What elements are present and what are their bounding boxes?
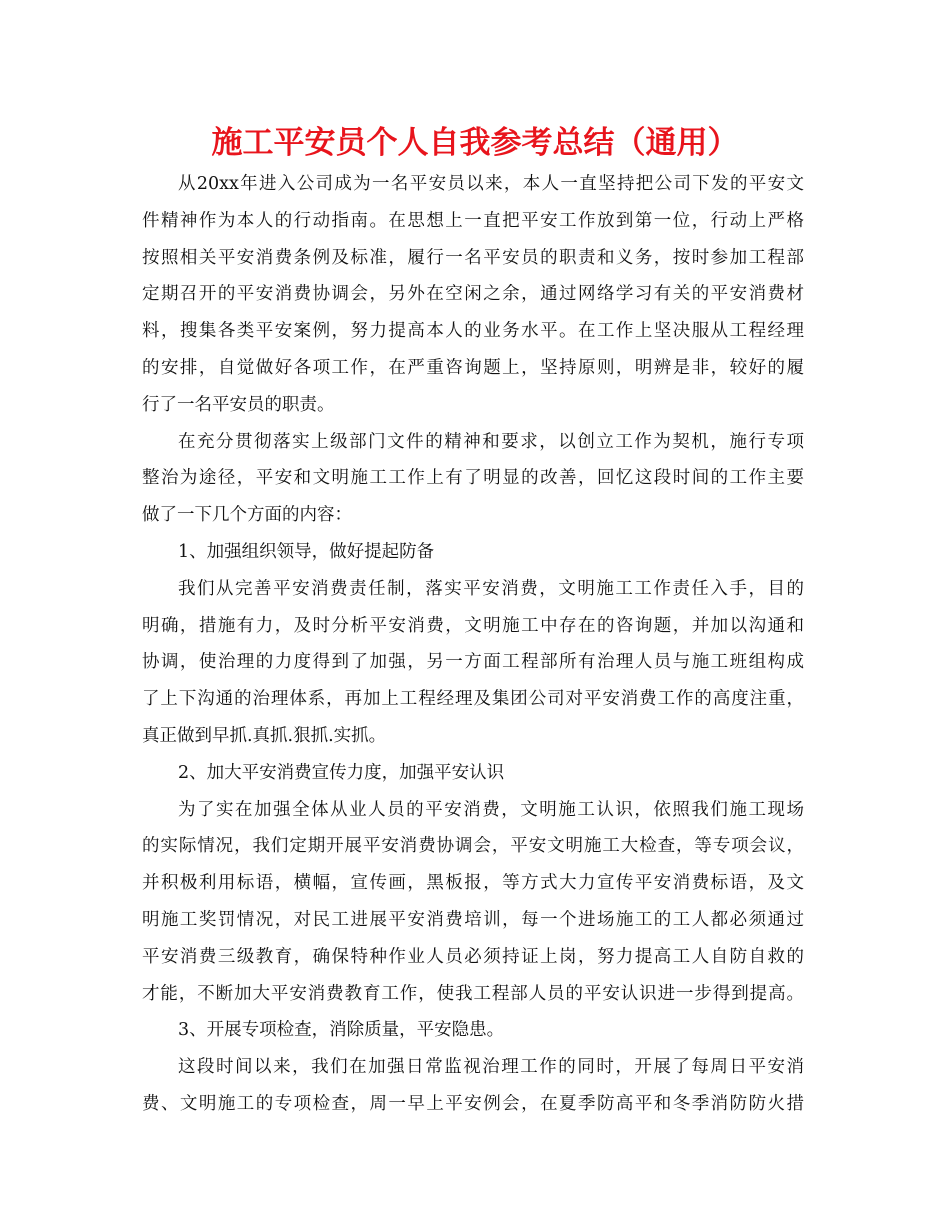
paragraph-line: 了上下沟通的治理体系，再加上工程经理及集团公司对平安消费工作的高度注重， xyxy=(142,689,804,710)
paragraph-line: 协调，使治理的力度得到了加强，另一方面工程部所有治理人员与施工班组构成 xyxy=(142,652,804,673)
paragraph-line: 1、加强组织领导，做好提起防备 xyxy=(178,541,435,562)
paragraph-line: 做了一下几个方面的内容： xyxy=(142,505,352,526)
paragraph-line: 3、开展专项检查，消除质量，平安隐患。 xyxy=(178,1020,505,1041)
paragraph-line: 整治为途径，平安和文明施工工作上有了明显的改善，回忆这段时间的工作主要 xyxy=(142,468,804,489)
paragraph-line: 行了一名平安员的职责。 xyxy=(142,394,335,415)
paragraph-line: 2、加大平安消费宣传力度，加强平安认识 xyxy=(178,762,505,783)
paragraph-line: 费、文明施工的专项检查，周一早上平安例会，在夏季防高平和冬季消防防火措 xyxy=(142,1093,804,1114)
paragraph-line: 件精神作为本人的行动指南。在思想上一直把平安工作放到第一位，行动上严格 xyxy=(142,210,804,231)
paragraph-line: 料，搜集各类平安案例，努力提高本人的业务水平。在工作上坚决服从工程经理 xyxy=(142,321,804,342)
paragraph-line: 为了实在加强全体从业人员的平安消费，文明施工认识，依照我们施工现场 xyxy=(178,799,804,820)
paragraph-line: 我们从完善平安消费责任制，落实平安消费，文明施工工作责任入手，目的 xyxy=(178,578,804,599)
paragraph-line: 按照相关平安消费条例及标准，履行一名平安员的职责和义务，按时参加工程部 xyxy=(142,247,804,268)
document-title: 施工平安员个人自我参考总结（通用） xyxy=(211,125,739,161)
paragraph-line: 才能，不断加大平安消费教育工作，使我工程部人员的平安认识进一步得到提高。 xyxy=(142,983,804,1004)
paragraph-line: 并积极利用标语，横幅，宣传画，黑板报，等方式大力宣传平安消费标语，及文 xyxy=(142,873,804,894)
paragraph-line: 平安消费三级教育，确保特种作业人员必须持证上岗，努力提高工人自防自救的 xyxy=(142,946,804,967)
paragraph-line: 明施工奖罚情况，对民工进展平安消费培训，每一个进场施工的工人都必须通过 xyxy=(142,909,804,930)
document-body xyxy=(142,166,804,1123)
paragraph-line: 真正做到早抓.真抓.狠抓.实抓。 xyxy=(142,725,387,746)
paragraph-line: 定期召开的平安消费协调会，另外在空闲之余，通过网络学习有关的平安消费材 xyxy=(142,284,804,305)
paragraph-line: 明确，措施有力，及时分析平安消费，文明施工中存在的咨询题，并加以沟通和 xyxy=(142,615,804,636)
paragraph-line: 在充分贯彻落实上级部门文件的精神和要求，以创立工作为契机，施行专项 xyxy=(178,431,804,452)
paragraph-line: 的实际情况，我们定期开展平安消费协调会，平安文明施工大检查，等专项会议， xyxy=(142,836,804,857)
paragraph-line: 这段时间以来，我们在加强日常监视治理工作的同时，开展了每周日平安消 xyxy=(178,1057,804,1078)
paragraph-line: 的安排，自觉做好各项工作，在严重咨询题上，坚持原则，明辨是非，较好的履 xyxy=(142,357,804,378)
paragraph-line: 从20xx年进入公司成为一名平安员以来，本人一直坚持把公司下发的平安文 xyxy=(178,174,804,194)
